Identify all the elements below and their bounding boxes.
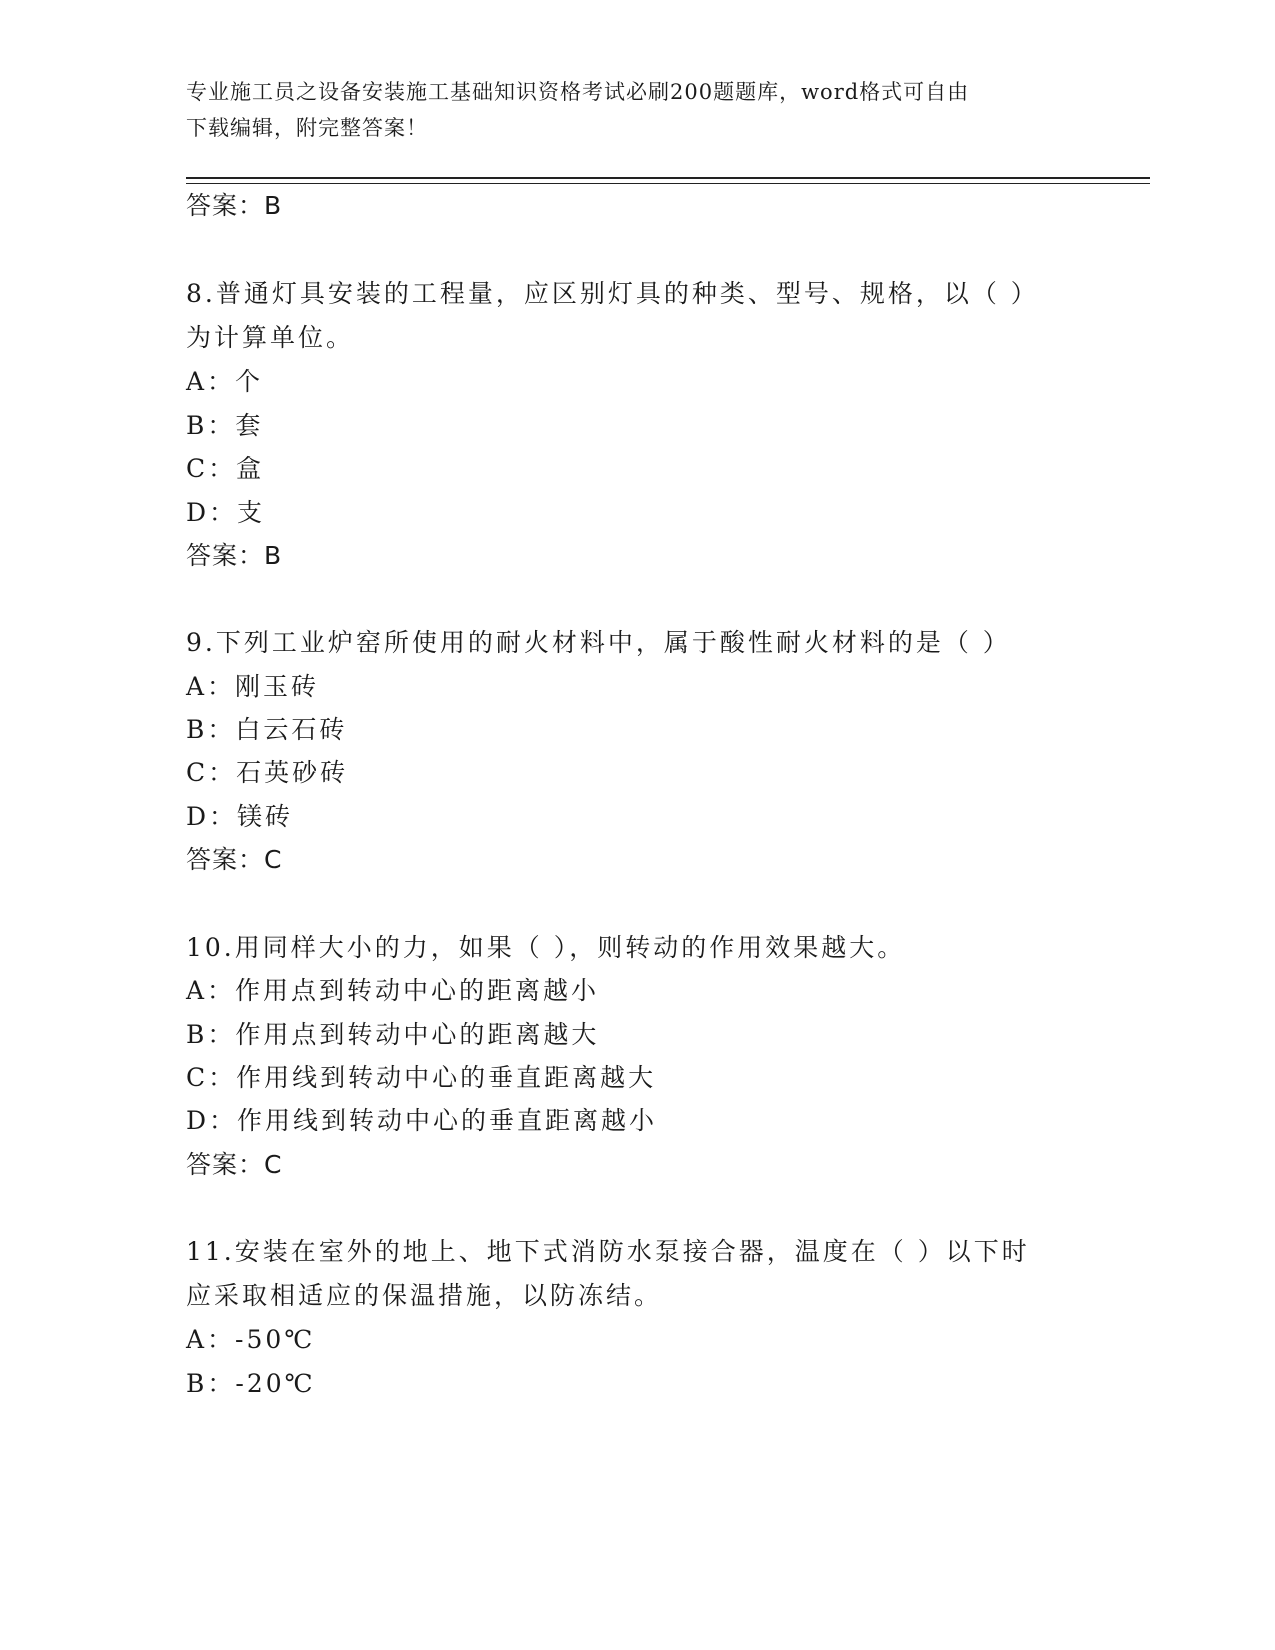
- q10-option-a: A：作用点到转动中心的距离越小: [186, 976, 600, 1005]
- q9-option-a: A：刚玉砖: [186, 672, 320, 701]
- answer-q9: 答案：C: [186, 845, 283, 874]
- answer-q10: 答案：C: [186, 1150, 283, 1179]
- q11-option-a: A：-50℃: [186, 1325, 316, 1354]
- q9-option-b: B：白云石砖: [186, 715, 348, 744]
- q9-option-c: C：石英砂砖: [186, 758, 349, 787]
- q10-option-d: D：作用线到转动中心的垂直距离越小: [186, 1106, 658, 1135]
- q11-option-b: B：-20℃: [186, 1369, 316, 1398]
- q11-stem-line1: 11.安装在室外的地上、地下式消防水泵接合器，温度在（ ）以下时: [186, 1237, 1030, 1266]
- header-line-1: 专业施工员之设备安装施工基础知识资格考试必刷200题题库，word格式可自由: [186, 80, 970, 104]
- q8-stem-line1: 8.普通灯具安装的工程量，应区别灯具的种类、型号、规格，以（ ）: [186, 279, 1039, 308]
- q11-stem-line2: 应采取相适应的保温措施，以防冻结。: [186, 1281, 663, 1310]
- answer-q8: 答案：B: [186, 541, 283, 570]
- q10-option-b: B：作用点到转动中心的距离越大: [186, 1020, 600, 1049]
- q8-option-d: D：支: [186, 498, 266, 527]
- q9-stem-line1: 9.下列工业炉窑所使用的耐火材料中，属于酸性耐火材料的是（ ）: [186, 628, 1011, 657]
- header-rule-thin: [186, 183, 1150, 184]
- q8-option-b: B：套: [186, 411, 264, 440]
- header-line-2: 下载编辑，附完整答案！: [186, 116, 428, 140]
- answer-q7: 答案：B: [186, 191, 283, 220]
- document-header: [186, 74, 1066, 146]
- q10-stem-line1: 10.用同样大小的力，如果（ ），则转动的作用效果越大。: [186, 933, 906, 962]
- q10-option-c: C：作用线到转动中心的垂直距离越大: [186, 1063, 657, 1092]
- q8-stem-line2: 为计算单位。: [186, 323, 355, 352]
- header-rule: [186, 177, 1150, 179]
- q8-option-a: A：个: [186, 367, 264, 396]
- q8-option-c: C：盒: [186, 454, 265, 483]
- q9-option-d: D：镁砖: [186, 802, 294, 831]
